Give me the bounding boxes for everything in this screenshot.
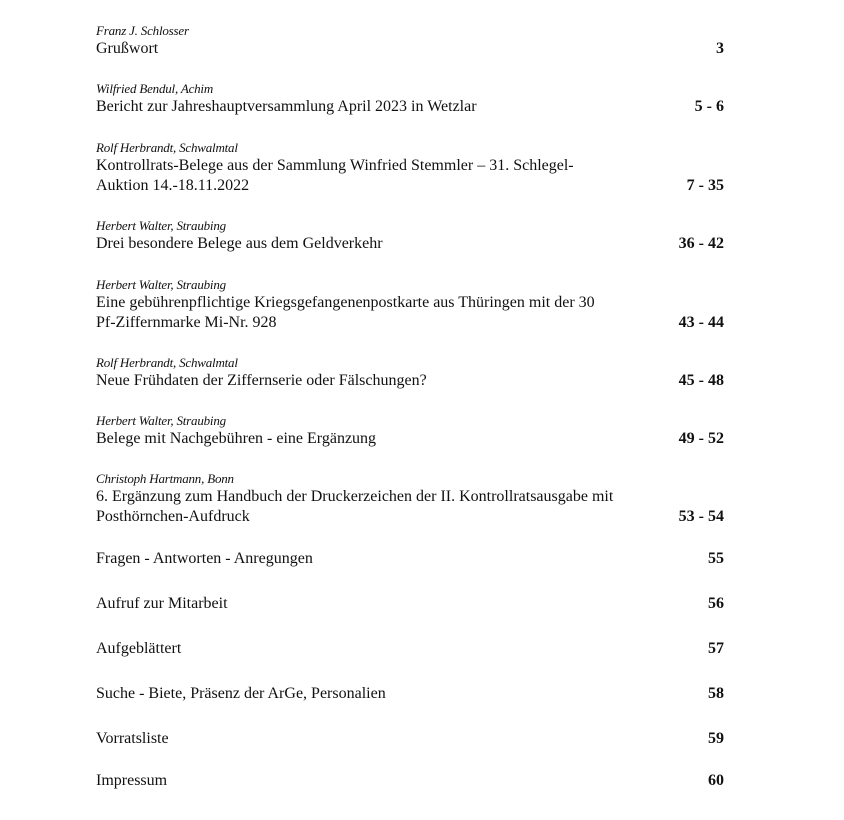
toc-entry [96,639,724,659]
toc-title: Aufgeblättert [96,640,182,657]
toc-entry [96,771,724,791]
toc-entry [96,81,724,117]
toc-title: Aufruf zur Mitarbeit [96,595,228,612]
toc-entry [96,549,724,569]
toc-title: Drei besondere Belege aus dem Geldverkehr [96,235,383,252]
toc-pages: 43 - 44 [678,314,724,331]
toc-author: Herbert Walter, Straubing [96,277,226,292]
toc-title: 6. Ergänzung zum Handbuch der Druckerzeichen der II. Kontrollratsausgabe mit Posthörnchen-Aufdruck [96,488,614,525]
toc-title: Impressum [96,772,168,789]
toc-entry [96,413,724,449]
toc-pages: 53 - 54 [678,508,724,525]
toc-author: Herbert Walter, Straubing [96,413,226,428]
toc-entry [96,594,724,614]
toc-title: Fragen - Antworten - Anregungen [96,550,313,567]
toc-title: Neue Frühdaten der Ziffernserie oder Fälschungen? [96,372,427,389]
toc-pages: 60 [708,772,724,789]
toc-author: Christoph Hartmann, Bonn [96,471,234,486]
toc-author: Wilfried Bendul, Achim [96,81,214,96]
toc-pages: 36 - 42 [678,235,724,252]
toc-author: Rolf Herbrandt, Schwalmtal [96,140,238,155]
toc-entry [96,355,724,391]
toc-pages: 55 [708,550,724,567]
toc-author: Rolf Herbrandt, Schwalmtal [96,355,238,370]
toc-pages: 49 - 52 [678,430,724,447]
toc-title: Kontrollrats-Belege aus der Sammlung Winfried Stemmler – 31. Schlegel-Auktion 14.-18.11.2022 [96,157,574,194]
toc-title: Grußwort [96,40,159,57]
toc-title: Vorratsliste [96,730,169,747]
toc-pages: 57 [708,640,724,657]
toc-pages: 45 - 48 [678,372,724,389]
toc-pages: 56 [708,595,724,612]
toc-entry [96,140,724,196]
toc-title: Belege mit Nachgebühren - eine Ergänzung [96,430,377,447]
toc-entry [96,684,724,704]
toc-pages: 58 [708,685,724,702]
toc-entry [96,277,724,333]
toc-entry [96,218,724,254]
toc-title: Eine gebührenpflichtige Kriegsgefangenenpostkarte aus Thüringen mit der 30 Pf-Ziffernmarke Mi-Nr. 928 [96,294,595,331]
toc-pages: 3 [716,40,724,57]
toc-pages: 7 - 35 [686,177,724,194]
toc-entry [96,23,724,59]
toc-entry [96,471,724,527]
toc-pages: 5 - 6 [694,98,724,115]
toc-pages: 59 [708,730,724,747]
toc-title: Suche - Biete, Präsenz der ArGe, Personalien [96,685,386,702]
toc-entry [96,729,724,749]
toc-author: Herbert Walter, Straubing [96,218,226,233]
toc-author: Franz J. Schlosser [96,23,189,38]
toc-title: Bericht zur Jahreshauptversammlung April 2023 in Wetzlar [96,98,477,115]
